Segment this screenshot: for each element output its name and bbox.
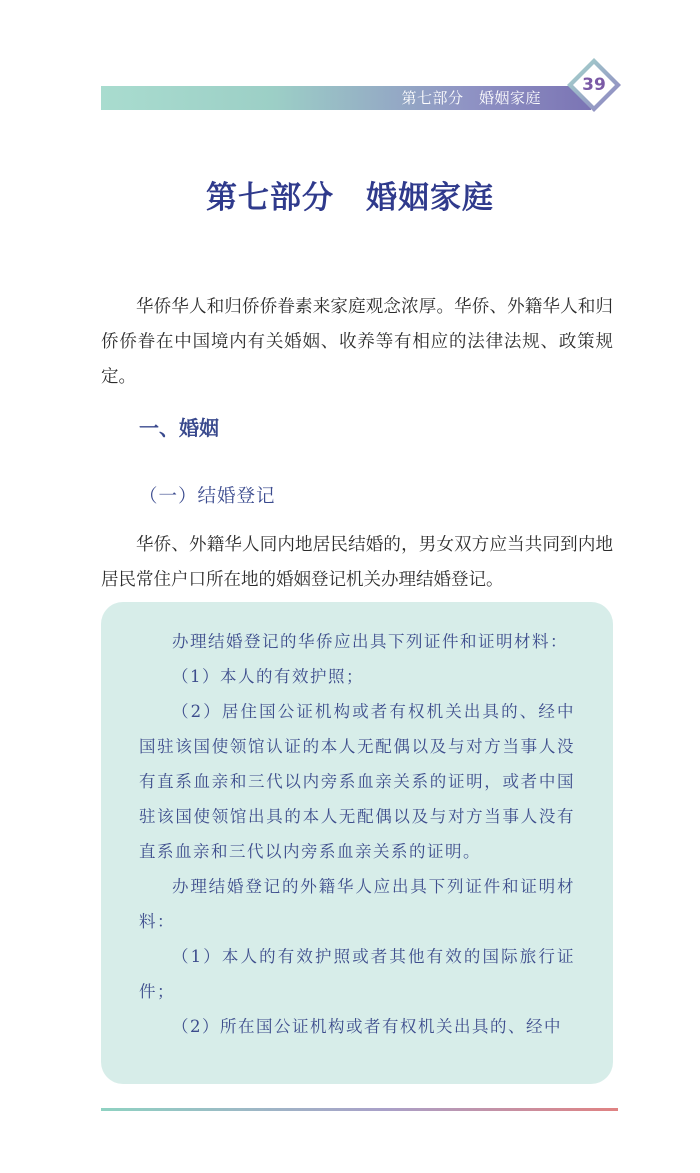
subsection-heading-registration: （一）结婚登记 <box>139 486 276 507</box>
running-header-title: 第七部分 婚姻家庭 <box>401 89 541 107</box>
huaqiao-requirement-item: （1）本人的有效护照； <box>172 667 364 686</box>
huaqiao-requirement-item: （2）居住国公证机构或者有权机关出具的、经中国驻该国使领馆认证的本人无配偶以及与对方当事人没有直系血亲和三代以内旁系血亲关系的证明，或者中国驻该国使领馆出具的本人无配偶以及与对方当事人没有直系血亲和三代以内旁系血亲关系的证明。 <box>139 702 575 861</box>
section-heading-marriage: 一、婚姻 <box>139 416 219 440</box>
requirements-box <box>101 602 613 1084</box>
page-number: 39 <box>582 75 606 95</box>
footer-rule <box>101 1108 618 1111</box>
intro-paragraph: 华侨华人和归侨侨眷素来家庭观念浓厚。华侨、外籍华人和归侨侨眷在中国境内有关婚姻、收养等有相应的法律法规、政策规定。 <box>101 297 613 387</box>
foreign-requirements-intro: 办理结婚登记的外籍华人应出具下列证件和证明材料： <box>139 877 575 931</box>
foreign-requirement-item: （1）本人的有效护照或者其他有效的国际旅行证件； <box>139 947 575 1001</box>
registration-paragraph: 华侨、外籍华人同内地居民结婚的，男女双方应当共同到内地居民常住户口所在地的婚姻登记机关办理结婚登记。 <box>101 535 613 590</box>
running-header-band <box>101 86 591 110</box>
foreign-requirement-item: （2）所在国公证机构或者有权机关出具的、经中 <box>172 1017 562 1036</box>
page-title: 第七部分 婚姻家庭 <box>206 180 494 216</box>
huaqiao-requirements-intro: 办理结婚登记的华侨应出具下列证件和证明材料： <box>172 632 568 651</box>
